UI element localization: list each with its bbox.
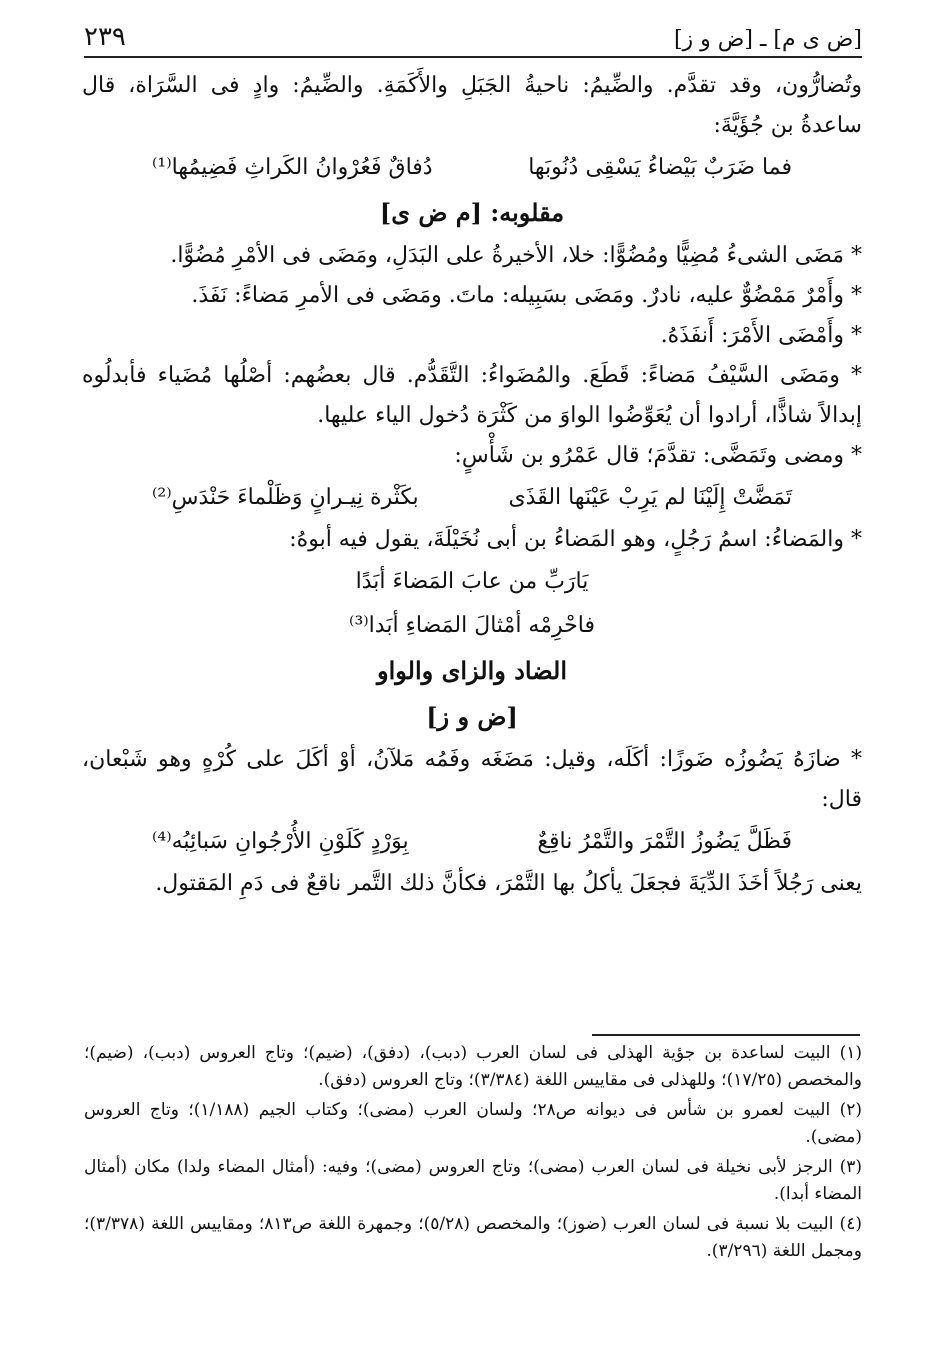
paragraph: وتُضارُّون، وقد تقدَّم. والضِّيمُ: ناحيةُ الجَبَلِ والأَكَمَةِ. والضِّيمُ: وادٍ فى السَّرَاة، قال ساعدةُ بن جُؤَيَّةَ: bbox=[82, 73, 862, 138]
verse-hemistich-second: بكَثْرة نِيـرانٍ وَظَلْماءَ حَنْدَسِ⁽²⁾ bbox=[152, 485, 419, 510]
paragraph: * ضازَهُ يَضُوزُه ضَوزًا: أكَلَه، وقيل: مَضَغَه وفَمُه مَلآنُ، أوْ أكَلَ على كُرْهٍ وهو شَبْعان، قال: bbox=[82, 747, 862, 812]
paragraph: * وأَمْرٌ مَمْضُوٌّ عليه، نادرٌ. ومَضَى بسَبِيله: ماتَ. ومَضَى فى الأمرِ مَضاءً: نَفَذَ. bbox=[191, 283, 862, 308]
root-heading: [ض و ز] bbox=[426, 702, 518, 731]
main-text bbox=[82, 66, 862, 904]
section-heading: مقلوبه: [م ض ى] bbox=[379, 198, 565, 227]
footnotes bbox=[84, 1040, 862, 1268]
paragraph: * ومضى وتَمَضَّى: تقدَّمَ؛ قال عَمْرُو بن شَأْسٍ: bbox=[454, 443, 862, 468]
verse-hemistich-first: فَظَلَّ يَضُوزُ التَّمْرَ والتَّمْرُ ناقِعٌ bbox=[537, 829, 792, 854]
rajaz-line: فاحْرِمْه أمْثالَ المَضاءِ أبَدا⁽³⁾ bbox=[349, 613, 595, 638]
verse-line bbox=[82, 146, 862, 190]
verse-line bbox=[82, 820, 862, 864]
footnote: (٤) البيت بلا نسبة فى لسان العرب (ضوز)؛ والمخصص (٥/٢٨)؛ وجمهرة اللغة ص٨١٣؛ ومقاييس اللغة (٣/٣٧٨)؛ ومجمل اللغة (٣/٢٩٦). bbox=[84, 1214, 862, 1261]
verse-line bbox=[82, 476, 862, 520]
rajaz-line: يَارَبِّ من عابَ المَضاءَ أبَدًا bbox=[355, 569, 589, 594]
header-title: [ض ى م] ـ [ض و ز] bbox=[673, 27, 862, 52]
verse-hemistich-first: فما ضَرَبٌ بَيْضاءُ يَسْقِى دُنُوبَها bbox=[528, 155, 792, 180]
verse-hemistich-second: بِوَرْدٍ كَلَوْنِ الأُرْجُوانِ سَبائِبُه⁽⁴⁾ bbox=[152, 829, 409, 854]
verse-hemistich-second: دُفاقٌ فَعُرْوانُ الكَراثِ فَضِيمُها⁽¹⁾ bbox=[152, 155, 433, 180]
paragraph: * ومَضَى السَّيْفُ مَضاءً: قَطَعَ. والمُضَواءُ: التَّقَدُّم. قال بعضُهم: أصْلُها مُضَياء فأبدلُوه إبدالاً شاذًّا، أرادوا أن يُعَوِّضُوا الواوَ من كَثْرَة دُخول الياء عليها. bbox=[82, 363, 862, 428]
section-heading: الضاد والزاى والواو bbox=[377, 656, 567, 685]
paragraph: * مَضَى الشىءُ مُضِيًّا ومُضُوًّا: خلا، الأخيرةُ على البَدَلِ، ومَضَى فى الأمْرِ مُضُوًّا. bbox=[170, 243, 862, 268]
verse-hemistich-first: تَمَضَّتْ إِلَيْنَا لم يَرِبْ عَيْنَها القَذَى bbox=[508, 485, 792, 510]
footnote: (١) البيت لساعدة بن جؤية الهذلى فى لسان العرب (دبب)، (دفق)، (ضيم)؛ وتاج العروس (دبب)، (ضيم)؛ والمخصص (١٧/٢٥)؛ وللهذلى فى مقاييس اللغة (٣/٣٨٤)؛ وتاج العروس (دفق). bbox=[84, 1043, 862, 1090]
footnote-separator bbox=[592, 1034, 860, 1036]
paragraph: يعنى رَجُلاً أخَذَ الدِّيَةَ فجعَلَ يأكلُ بها التَّمْرَ، فكأنَّ ذلك التَّمر ناقعٌ فى دَمِ المَقتول. bbox=[155, 871, 862, 896]
page-number: ٢٣٩ bbox=[84, 22, 126, 52]
paragraph: * وأَمْضَى الأَمْرَ: أَنفَذَهُ. bbox=[660, 323, 862, 348]
running-header bbox=[84, 12, 862, 58]
footnote: (٣) الرجز لأبى نخيلة فى لسان العرب (مضى)؛ وتاج العروس (مضى)؛ وفيه: (أمثال المضاء ولدا) مكان (أمثال المضاء أبدا). bbox=[84, 1157, 862, 1204]
paragraph: * والمَضاءُ: اسمُ رَجُلٍ، وهو المَضاءُ بن أبى نُخَيْلَةَ، يقول فيه أبوهُ: bbox=[289, 527, 862, 552]
footnote: (٢) البيت لعمرو بن شأس فى ديوانه ص٢٨؛ ولسان العرب (مضى)؛ وكتاب الجيم (١/١٨٨)؛ وتاج العروس (مضى). bbox=[84, 1100, 862, 1147]
